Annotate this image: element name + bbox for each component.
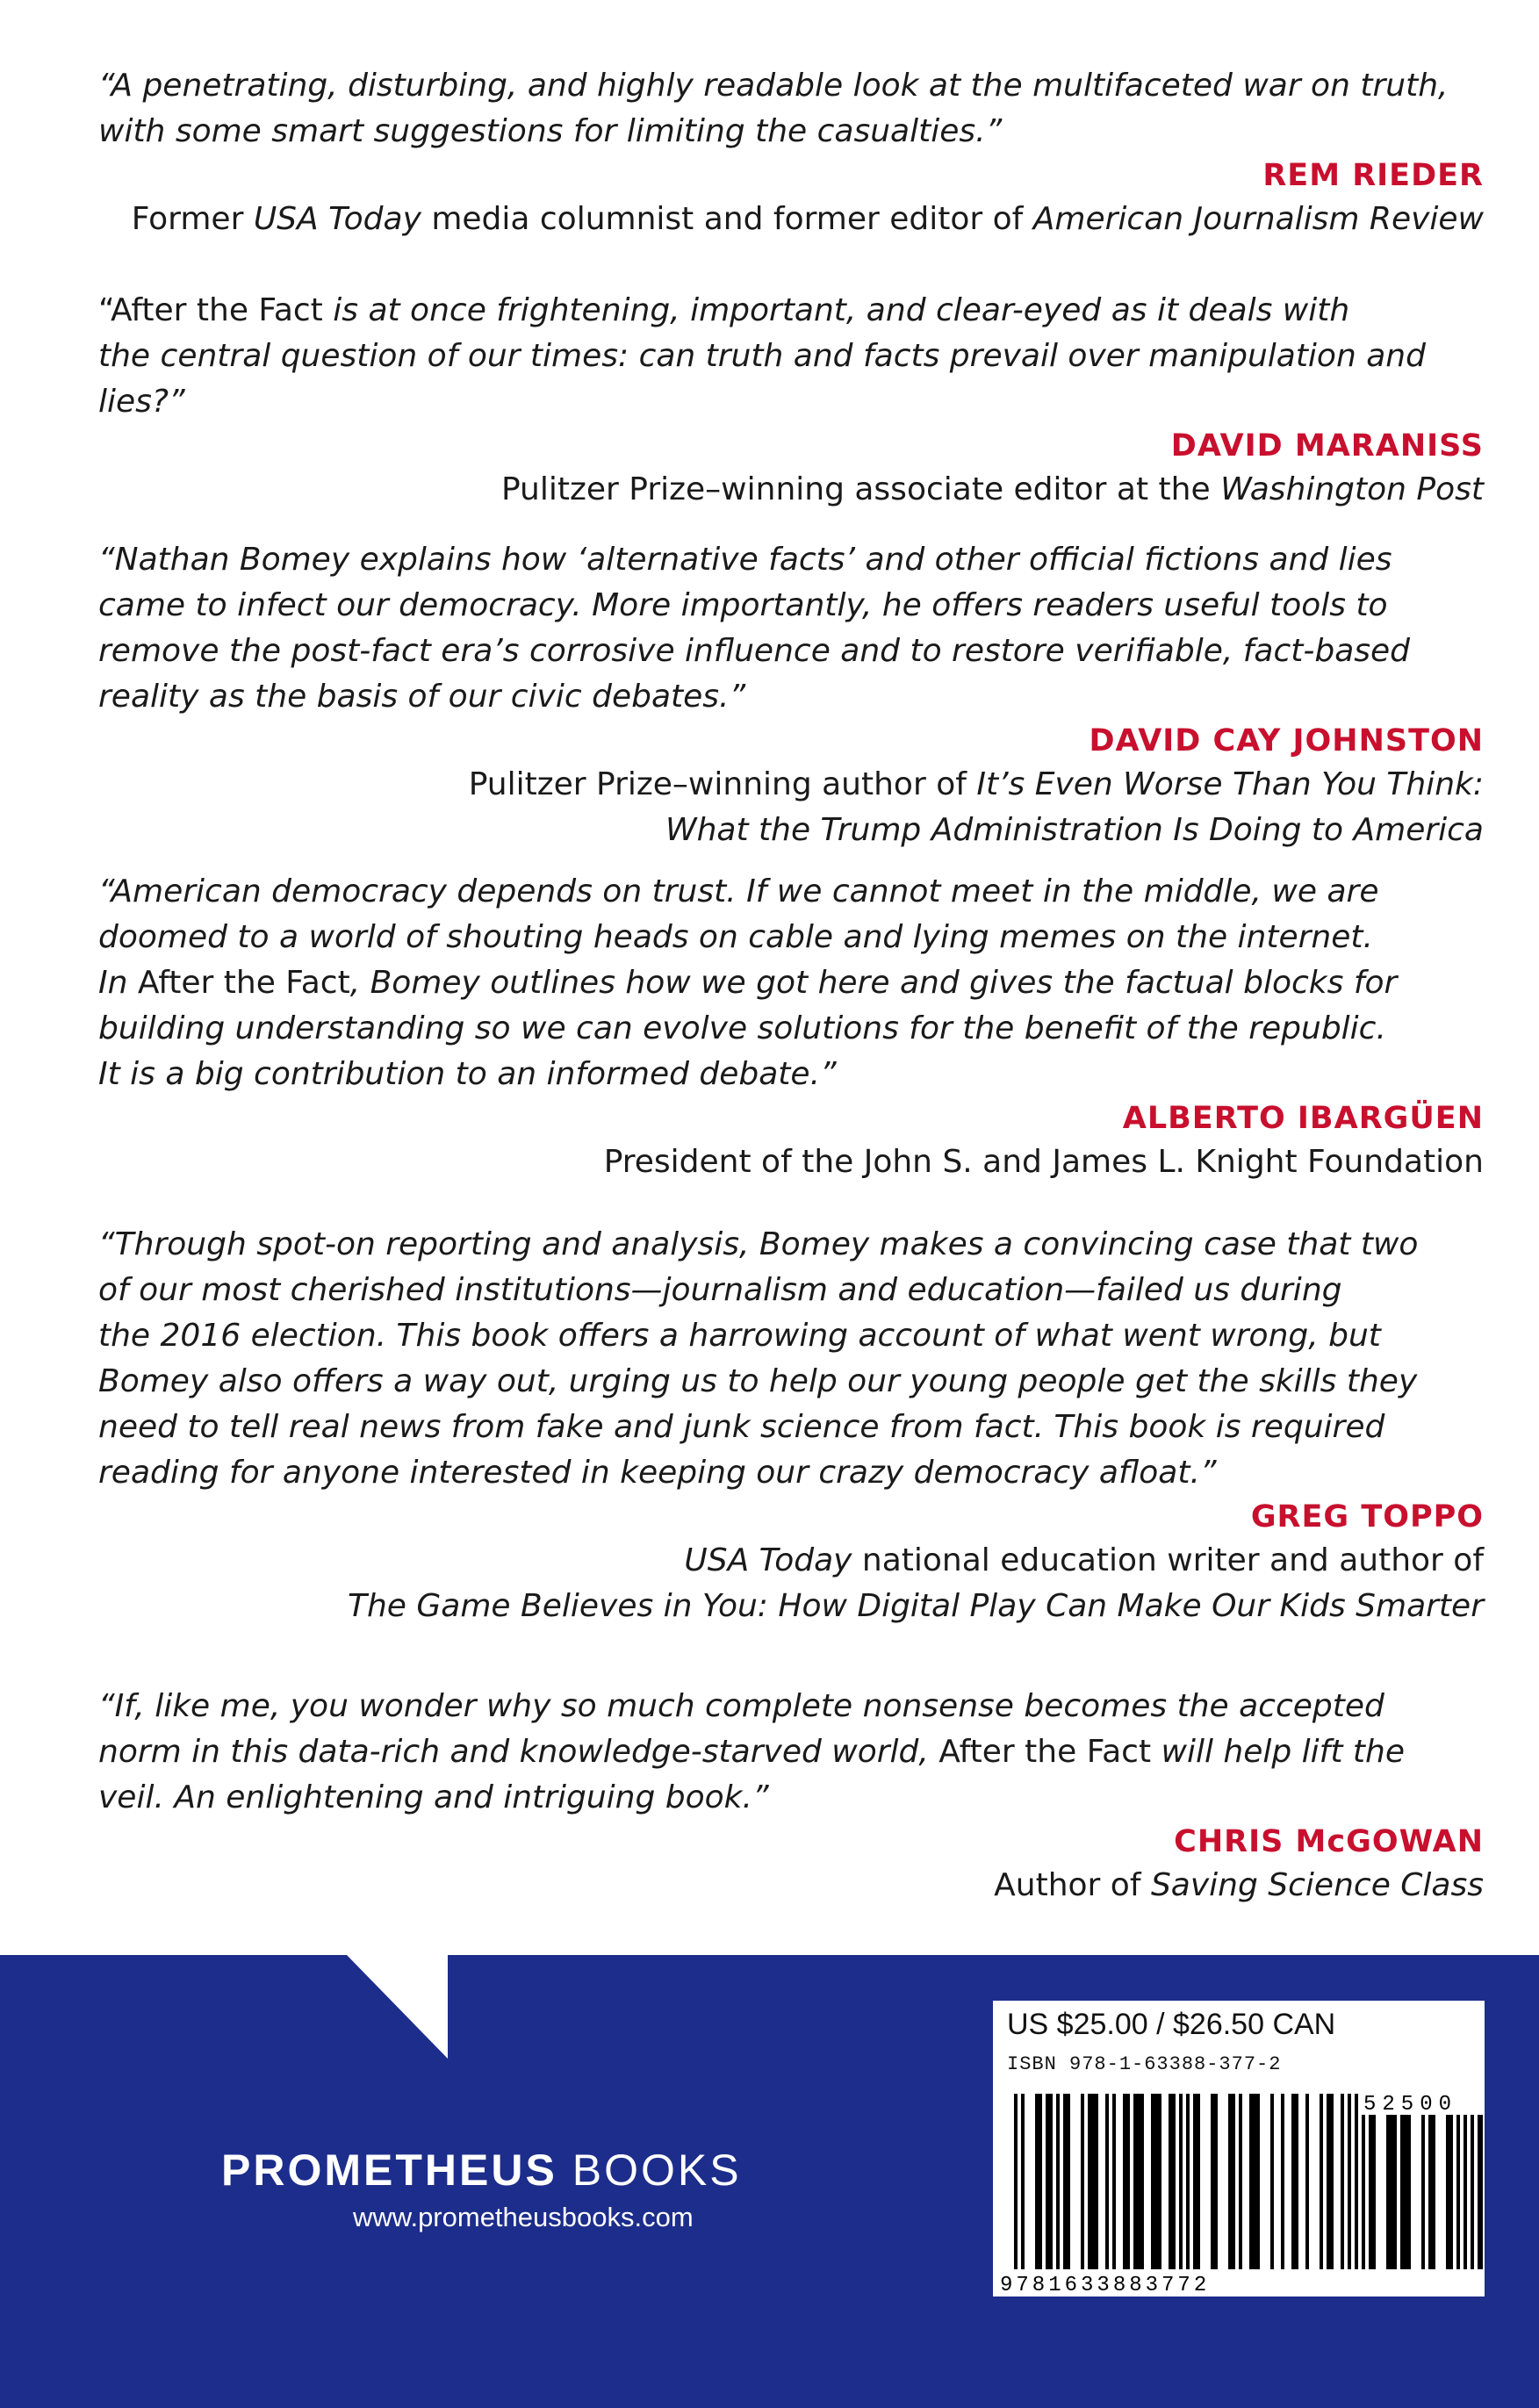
barcode-bar bbox=[1327, 2094, 1334, 2269]
quote-line bbox=[98, 1684, 1484, 1729]
endorser-affiliation bbox=[98, 1139, 1484, 1185]
addon-bar bbox=[1463, 2115, 1467, 2269]
quote-line bbox=[98, 1313, 1484, 1359]
endorser-affiliation bbox=[98, 762, 1484, 808]
barcode-bar bbox=[1239, 2094, 1242, 2269]
addon-bar bbox=[1400, 2115, 1411, 2269]
barcode-bar bbox=[1133, 2094, 1144, 2269]
addon-bar bbox=[1386, 2115, 1397, 2269]
barcode-bar bbox=[1211, 2094, 1218, 2269]
text-run: doomed to a world of shouting heads on cable and lying memes on the internet. bbox=[98, 919, 1373, 955]
quote-line bbox=[98, 583, 1484, 629]
barcode-bar bbox=[1014, 2094, 1018, 2269]
addon-bar bbox=[1428, 2115, 1435, 2269]
endorser-affiliation bbox=[98, 197, 1484, 242]
ean-digits: 9781633883772 bbox=[1000, 2274, 1211, 2295]
text-run: Saving Science Class bbox=[1150, 1867, 1484, 1903]
barcode-bar bbox=[1088, 2094, 1098, 2269]
quote-line bbox=[98, 63, 1484, 109]
endorser-affiliation bbox=[98, 467, 1484, 513]
barcode-bar bbox=[1270, 2094, 1274, 2269]
text-run: Author of bbox=[994, 1867, 1151, 1903]
quote-line bbox=[98, 1052, 1484, 1097]
endorsement-block bbox=[98, 1222, 1484, 1629]
barcode-bar bbox=[1112, 2094, 1116, 2269]
text-run: veil. An enlightening and intriguing book.” bbox=[98, 1779, 769, 1815]
text-run: USA Today bbox=[684, 1542, 852, 1578]
quote-line bbox=[98, 1775, 1484, 1821]
text-run: USA Today bbox=[253, 201, 421, 237]
endorser-affiliation bbox=[98, 1584, 1484, 1629]
endorser-affiliation bbox=[98, 1863, 1484, 1908]
barcode-bar bbox=[1281, 2094, 1284, 2269]
endorser-name: GREG TOPPO bbox=[1250, 1499, 1484, 1535]
quote-line bbox=[98, 674, 1484, 720]
quote-line bbox=[98, 869, 1484, 915]
endorser-affiliation bbox=[98, 1538, 1484, 1584]
barcode-bar bbox=[1291, 2094, 1298, 2269]
text-run: The Game Believes in You: How Digital Play Can Make Our Kids Smarter bbox=[348, 1588, 1484, 1624]
endorsement-block bbox=[98, 288, 1484, 513]
endorsement-block bbox=[98, 63, 1484, 242]
addon-digits: 52500 bbox=[1363, 2093, 1458, 2117]
text-run: reading for anyone interested in keeping our crazy democracy afloat.” bbox=[98, 1455, 1217, 1491]
addon-bar bbox=[1456, 2115, 1460, 2269]
quote-line bbox=[98, 537, 1484, 583]
barcode-bar bbox=[1186, 2094, 1190, 2269]
text-run: of our most cherished institutions—journalism and education—failed us during bbox=[98, 1272, 1342, 1308]
text-run: Bomey also offers a way out, urging us to help our young people get the skills they bbox=[98, 1363, 1418, 1399]
text-run: In bbox=[98, 965, 138, 1001]
text-run: norm in this data-rich and knowledge-starved world, bbox=[98, 1734, 939, 1770]
text-run: Pulitzer Prize–winning associate editor at the bbox=[500, 471, 1221, 507]
addon-bar bbox=[1471, 2115, 1474, 2269]
text-run: “A penetrating, disturbing, and highly readable look at the multifaceted war on truth, bbox=[98, 68, 1449, 104]
text-run: After the Fact bbox=[137, 965, 350, 1001]
endorser-affiliation bbox=[98, 808, 1484, 853]
text-run: media columnist and former editor of bbox=[421, 201, 1033, 237]
barcode-bar bbox=[1320, 2094, 1323, 2269]
text-run: need to tell real news from fake and junk science from fact. This book is required bbox=[98, 1409, 1385, 1445]
price-barcode-box bbox=[993, 2001, 1485, 2297]
text-run: “If, like me, you wonder why so much complete nonsense becomes the accepted bbox=[98, 1688, 1384, 1724]
quote-line bbox=[98, 629, 1484, 674]
text-run: It’s Even Worse Than You Think: bbox=[976, 766, 1484, 802]
quote-line bbox=[98, 1268, 1484, 1313]
barcode-bar bbox=[1348, 2094, 1351, 2269]
barcode-bar bbox=[1035, 2094, 1042, 2269]
quote-line bbox=[98, 288, 1484, 334]
barcode-bar bbox=[1021, 2094, 1025, 2269]
text-run: Former bbox=[131, 201, 254, 237]
text-run: building understanding so we can evolve solutions for the benefit of the republic. bbox=[98, 1010, 1386, 1046]
barcode-bar bbox=[1355, 2094, 1358, 2269]
endorser-name: ALBERTO IBARGÜEN bbox=[1122, 1101, 1484, 1136]
barcode-bar bbox=[1151, 2094, 1161, 2269]
text-run: Pulitzer Prize–winning author of bbox=[468, 766, 977, 802]
addon-bar bbox=[1478, 2115, 1483, 2269]
quote-line bbox=[98, 379, 1484, 425]
text-run: “American democracy depends on trust. If we cannot meet in the middle, we are bbox=[98, 873, 1379, 909]
quote-line bbox=[98, 1006, 1484, 1052]
quote-line bbox=[98, 109, 1484, 155]
text-run: lies?” bbox=[98, 384, 185, 420]
barcode-bar bbox=[1193, 2094, 1200, 2269]
endorsement-block bbox=[98, 1684, 1484, 1908]
publisher-url: www.prometheusbooks.com bbox=[353, 2202, 694, 2232]
text-run: What the Trump Administration Is Doing to America bbox=[665, 812, 1484, 848]
quote-line bbox=[98, 1450, 1484, 1496]
quote-line bbox=[98, 1729, 1484, 1775]
text-run: with some smart suggestions for limiting the casualties.” bbox=[98, 113, 1003, 149]
barcode-bar bbox=[1063, 2094, 1070, 2269]
quote-line bbox=[98, 1405, 1484, 1450]
publisher-name-light: BOOKS bbox=[572, 2146, 742, 2195]
text-run: came to infect our democracy. More importantly, he offers readers useful tools to bbox=[98, 587, 1388, 623]
isbn-label: ISBN 978-1-63388-377-2 bbox=[1007, 2053, 1282, 2075]
barcode-bar bbox=[1081, 2094, 1084, 2269]
barcode-bar bbox=[1046, 2094, 1053, 2269]
text-run: the 2016 election. This book offers a harrowing account of what went wrong, but bbox=[98, 1318, 1381, 1354]
text-run: will help lift the bbox=[1151, 1734, 1405, 1770]
publisher-name-bold: PROMETHEUS bbox=[221, 2146, 557, 2195]
text-run: remove the post-fact era’s corrosive influence and to restore verifiable, fact-based bbox=[98, 633, 1411, 669]
barcode-bar bbox=[1169, 2094, 1176, 2269]
quote-line bbox=[98, 960, 1484, 1006]
text-run: After the Fact bbox=[939, 1734, 1152, 1770]
text-run: It is a big contribution to an informed debate.” bbox=[98, 1056, 837, 1092]
barcode-bar bbox=[1105, 2094, 1109, 2269]
addon-bar bbox=[1369, 2115, 1376, 2269]
quote-line bbox=[98, 915, 1484, 960]
endorsement-block bbox=[98, 869, 1484, 1185]
quote-line bbox=[98, 1222, 1484, 1268]
quote-line bbox=[98, 1359, 1484, 1405]
text-run: reality as the basis of our civic debates.” bbox=[98, 679, 746, 715]
quote-line bbox=[98, 334, 1484, 379]
text-run: “After the Fact bbox=[98, 292, 323, 328]
text-run: American Journalism Review bbox=[1032, 201, 1484, 237]
barcode-bar bbox=[1305, 2094, 1309, 2269]
barcode-bar bbox=[1228, 2094, 1235, 2269]
endorser-name: CHRIS McGOWAN bbox=[1174, 1824, 1484, 1859]
price-label: US $25.00 / $26.50 CAN bbox=[1007, 2008, 1336, 2041]
text-run: Washington Post bbox=[1220, 471, 1484, 507]
publisher-name bbox=[221, 2145, 742, 2196]
addon-bar bbox=[1446, 2115, 1453, 2269]
barcode-bar bbox=[1341, 2094, 1344, 2269]
endorser-name: DAVID CAY JOHNSTON bbox=[1089, 723, 1484, 758]
barcode-bar bbox=[1179, 2094, 1183, 2269]
addon-bar bbox=[1421, 2115, 1425, 2269]
text-run: , Bomey outlines how we got here and gives the factual blocks for bbox=[349, 965, 1398, 1001]
text-run: “Nathan Bomey explains how ‘alternative facts’ and other official fictions and lies bbox=[98, 542, 1392, 578]
text-run: the central question of our times: can truth and facts prevail over manipulation and bbox=[98, 338, 1426, 374]
barcode-bar bbox=[1249, 2094, 1260, 2269]
endorser-name: DAVID MARANISS bbox=[1170, 428, 1484, 464]
text-run: national education writer and author of bbox=[852, 1542, 1484, 1578]
tab-notch bbox=[0, 1955, 492, 2060]
text-run: “Through spot-on reporting and analysis, Bomey makes a convincing case that two bbox=[98, 1226, 1419, 1262]
addon-bar bbox=[1362, 2115, 1365, 2269]
endorser-name: REM RIEDER bbox=[1262, 158, 1484, 193]
text-run: President of the John S. and James L. Knight Foundation bbox=[603, 1144, 1484, 1180]
endorsement-block bbox=[98, 537, 1484, 853]
barcode bbox=[995, 2002, 1483, 2295]
barcode-bar bbox=[1056, 2094, 1060, 2269]
text-run: is at once frightening, important, and clear-eyed as it deals with bbox=[322, 292, 1350, 328]
barcode-bar bbox=[1123, 2094, 1130, 2269]
